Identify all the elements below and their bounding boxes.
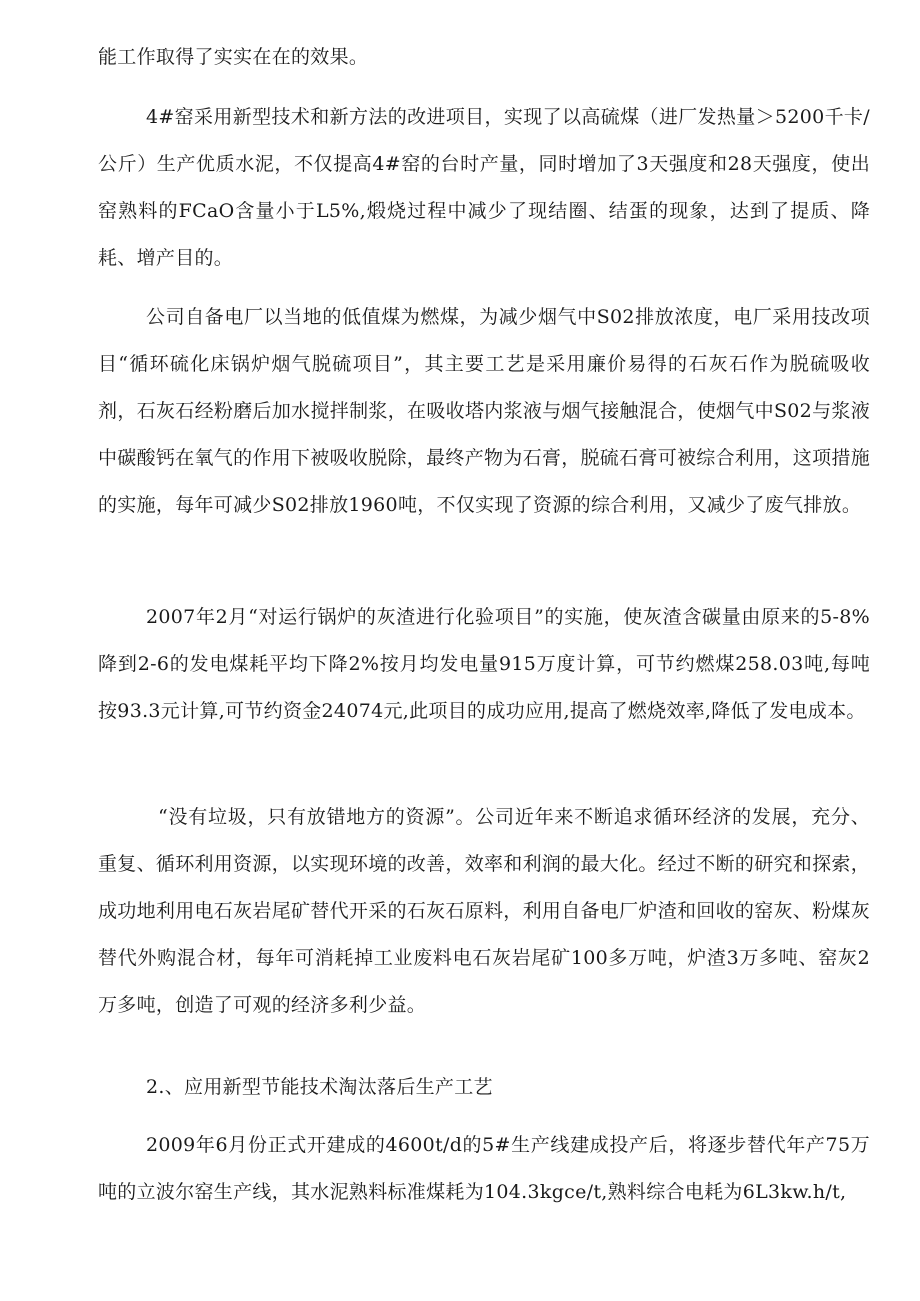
paragraph-circular-economy: “没有垃圾，只有放错地方的资源”。公司近年来不断追求循环经济的发展，充分、重复、循环利用资源，以实现环境的改善，效率和利润的最大化。经过不断的研究和探索，成功地利用电石灰岩尾矿替代开采的石灰石原料，利用自备电厂炉渣和回收的窑灰、粉煤灰替代外购混合材，每年可消耗掉工业废料电石灰岩尾矿100多万吨，炉渣3万多吨、窑灰2万多吨，创造了可观的经济多利少益。: [98, 806, 871, 1016]
paragraph-desulfurization: 公司自备电厂以当地的低值煤为燃煤，为减少烟气中S02排放浓度，电厂采用技改项目“循环硫化床锅炉烟气脱硫项目”，其主要工艺是采用廉价易得的石灰石作为脱硫吸收剂，石灰石经粉磨后加水搅拌制浆，在吸收塔内浆液与烟气接触混合，使烟气中S02与浆液中碳酸钙在氧气的作用下被吸收脱除，最终产物为石膏，脱硫石膏可被综合利用，这项措施的实施，每年可减少S02排放1960吨，不仅实现了资源的综合利用，又减少了废气排放。: [98, 306, 871, 516]
section-heading-energy-saving: 2.、应用新型节能技术淘汰落后生产工艺: [146, 1076, 493, 1098]
paragraph-ash-testing: 2007年2月“对运行锅炉的灰渣进行化验项目”的实施，使灰渣含碳量由原来的5-8%降到2-6的发电煤耗平均下降2%按月均发电量915万度计算，可节约燃煤258.03吨,每吨按93.3元计算,可节约资金24074元,此项目的成功应用,提高了燃烧效率,降低了发电成本。: [98, 606, 870, 722]
paragraph-continuation: 能工作取得了实实在在的效果。: [98, 46, 369, 68]
paragraph-kiln-4-improvement: 4#窑采用新型技术和新方法的改进项目，实现了以高硫煤（进厂发热量＞5200千卡/公斤）生产优质水泥，不仅提高4#窑的台时产量，同时增加了3天强度和28天强度，使出窑熟料的FCaO含量小于L5%,煅烧过程中减少了现结圈、结蛋的现象，达到了提质、降耗、增产目的。: [98, 106, 870, 269]
paragraph-production-line-5: 2009年6月份正式开建成的4600t/d的5#生产线建成投产后，将逐步替代年产75万吨的立波尔窑生产线，其水泥熟料标准煤耗为104.3kgce/t,熟料综合电耗为6L3kw.h/t,: [98, 1134, 870, 1203]
